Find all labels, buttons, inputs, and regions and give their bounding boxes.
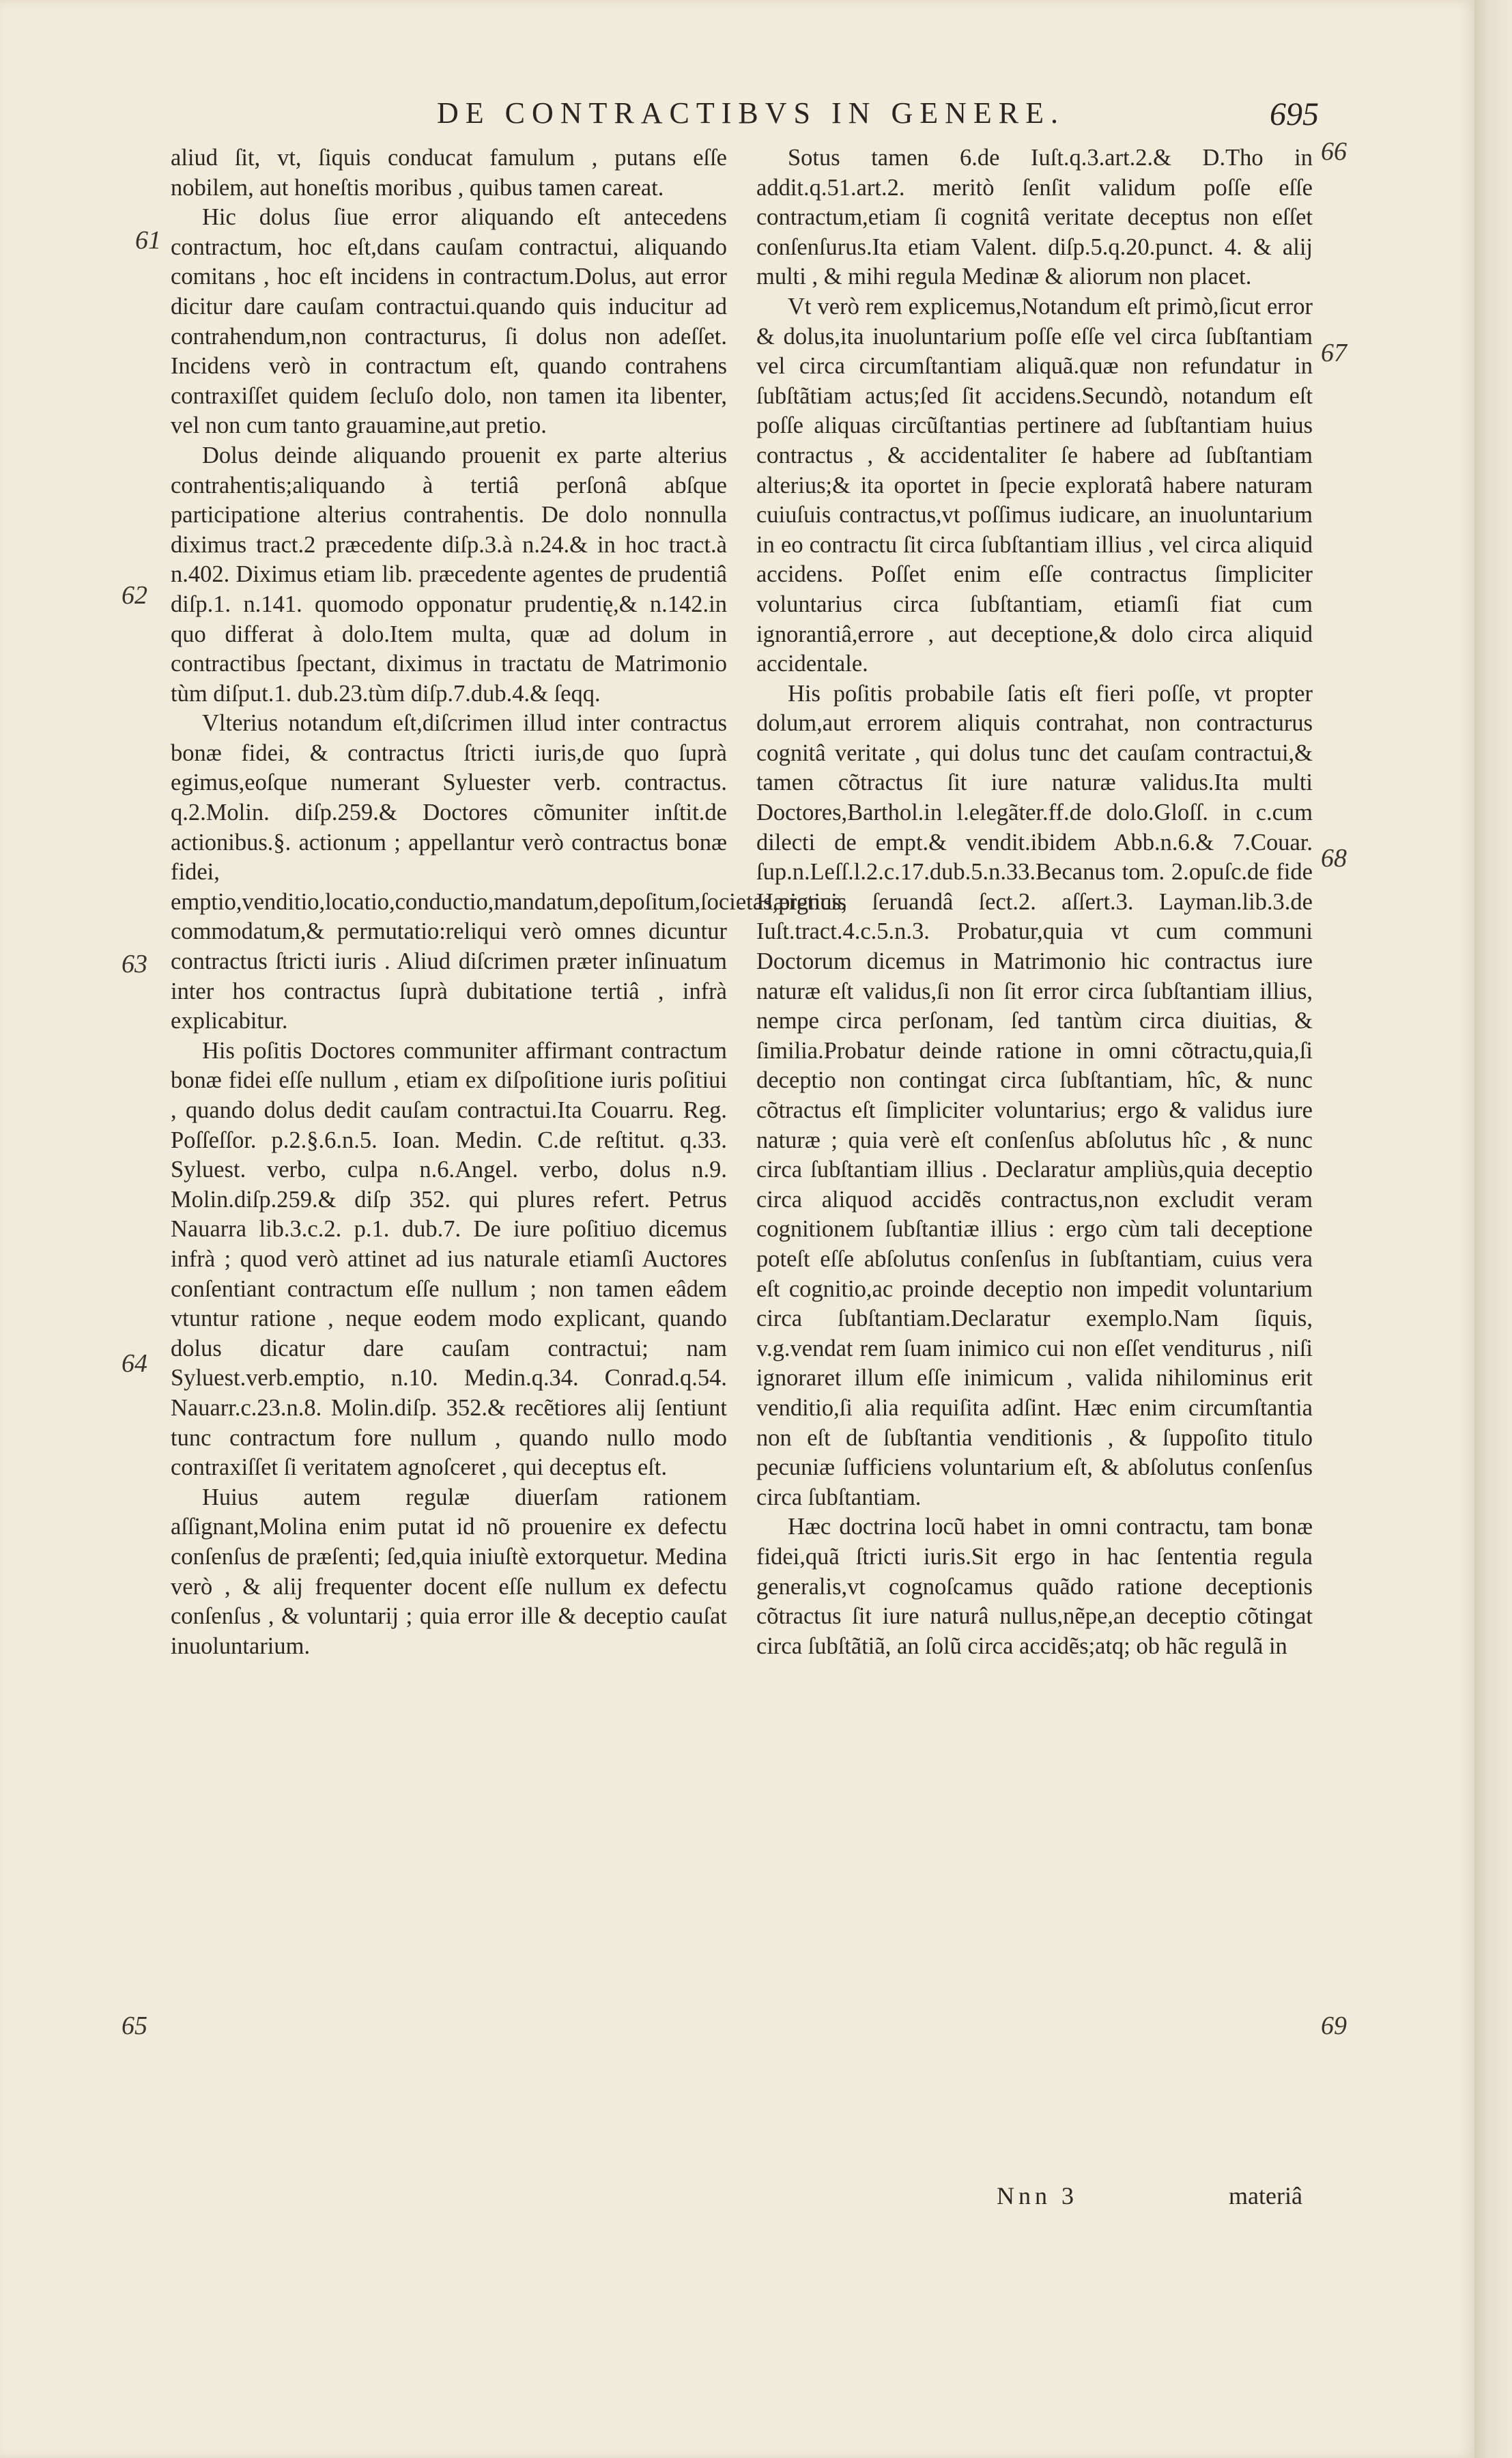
paragraph: aliud ſit, vt, ſiquis conducat famulum , putans eſſe nobilem, aut honeſtis moribus , quibus tamen careat.	[171, 145, 727, 201]
page-number: 695	[1270, 96, 1319, 132]
marginal-number-65: 65	[122, 2011, 147, 2040]
paragraph: His poſitis Doctores communiter affirmant contractum bonæ fidei eſſe nullum , etiam ex diſpoſitione iuris poſitiui , quando dolus dedit cauſam contractui.Ita Couarru. Reg. Poſſeſſor. p.2.§.6.n.5. Ioan. Medin. C.de reſtitut. q.33. Syluest. verbo, culpa n.6.Angel. verbo, dolus n.9. Molin.diſp.259.& diſp 352. qui plures refert. Petrus Nauarra lib.3.c.2. p.1. dub.7. De iure poſitiuo dicemus infrà ; quod verò attinet ad ius naturale etiamſi Auctores conſentiant contractum eſſe nullum ; non tamen eâdem vtuntur ratione , neque eodem modo explicant, quando dolus dicatur dare cauſam contractui; nam Syluest.verb.emptio, n.10. Medin.q.34. Conrad.q.54. Nauarr.c.23.n.8. Molin.diſp. 352.& recẽtiores alij ſentiunt tunc contractum fore nullum , quando nullo modo contraxiſſet ſi veritatem agnoſceret , qui deceptus eſt.	[171, 1037, 727, 1481]
paragraph: Dolus deinde aliquando prouenit ex parte alterius contrahentis;aliquando à tertiâ perſonâ abſque participatione alterius contrahentis. De dolo nonnulla diximus tract.2 præcedente diſp.3.à n.24.& in hoc tract.à n.402. Diximus etiam lib. præcedente agentes de prudentiâ diſp.1. n.141. quomodo opponatur prudentię,& n.142.in quo differat à dolo.Item multa, quæ ad dolum in contractibus ſpectant, diximus in tractatu de Matrimonio tùm diſput.1. dub.23.tùm diſp.7.dub.4.& ſeqq.	[171, 442, 727, 707]
paragraph: Hæc doctrina locũ habet in omni contractu, tam bonæ fidei,quã ſtricti iuris.Sit ergo in hac ſententia regula generalis,vt cognoſcamus quãdo ratione deceptionis cõtractus ſit iure naturâ nullus,nẽpe,an deceptio cõtingat circa ſubſtãtiã, an ſolũ circa accidẽs;atq; ob hãc regulã in	[756, 1514, 1313, 1659]
marginal-number-67: 67	[1321, 339, 1347, 367]
paragraph: His poſitis probabile ſatis eſt fieri poſſe, vt propter dolum,aut errorem aliquis contrahat, non contracturus cognitâ veritate , qui dolus tunc det cauſam contractui,& tamen cõtractus ſit iure naturæ validus.Ita multi Doctores,Barthol.in l.elegãter.ff.de dolo.Gloſſ. in c.cum dilecti de empt.& vendit.ibidem Abb.n.6.& 7.Couar. ſup.n.Leſſ.l.2.c.17.dub.5.n.33.Becanus tom. 2.opuſc.de fide Hæreticis ſeruandâ ſect.2. aſſert.3. Layman.lib.3.de Iuſt.tract.4.c.5.n.3. Probatur,quia vt cum communi Doctorum dicemus in Matrimonio hic contractus iure naturæ eſt validus,ſi non ſit error circa ſubſtantiam illius, nempe circa perſonam, ſed tantùm circa diuitias, & ſimilia.Probatur deinde ratione in omni cõtractu,quia,ſi deceptio non contingat circa ſubſtantiam, hîc, & nunc cõtractus eſt ſimpliciter voluntarius; ergo & validus iure naturæ ; quia verè eſt conſenſus abſolutus hîc , & nunc circa ſubſtantiam illius . Declaratur ampliùs,quia deceptio circa aliquod accidẽs contractus,non excludit veram cognitionem ſubſtantiæ illius : ergo cùm tali deceptione poteſt eſſe abſolutus conſenſus in ſubſtantiam, cuius vera eſt cognitio,ac proinde deceptio non impedit voluntarium circa ſubſtantiam.Declaratur exemplo.Nam ſiquis, v.g.vendat rem ſuam inimico cui non eſſet venditurus , niſi ignoraret illum eſſe inimicum , valida nihilominus erit venditio,ſi alia requiſita adſint. Hæc enim circumſtantia non eſt de ſubſtantia venditionis , & ſuppoſito titulo pecuniæ ſufficiens voluntarium eſt, & abſolutus conſenſus circa ſubſtantiam.	[756, 680, 1313, 1510]
marginal-number-62: 62	[122, 581, 147, 610]
signature-mark: Nnn 3	[997, 2182, 1078, 2209]
marginal-number-68: 68	[1321, 844, 1347, 873]
paragraph: Huius autem regulæ diuerſam rationem aſſignant,Molina enim putat id nõ prouenire ex defectu conſenſus de præſenti; ſed,quia iniuſtè extorquetur. Medina verò , & alij frequenter docent eſſe nullum ex defectu conſenſus , & voluntarij ; quia error ille & deceptio cauſat inuoluntarium.	[171, 1484, 727, 1659]
running-head: DE CONTRACTIBVS IN GENERE.	[437, 96, 1065, 130]
right-text-column	[756, 143, 1313, 1661]
marginal-number-66: 66	[1321, 137, 1347, 166]
marginal-number-69: 69	[1321, 2011, 1347, 2040]
paragraph: Vlterius notandum eſt,diſcrimen illud inter contractus bonæ fidei, & contractus ſtricti iuris,de quo ſuprà egimus,eoſque numerant Syluester verb. contractus. q.2.Molin. diſp.259.& Doctores cõmuniter inſtit.de actionibus.§. actionum ; appellantur verò contractus bonæ fidei, emptio,venditio,locatio,conductio,mandatum,depoſitum,ſocietas,pignus, commodatum,& permutatio:reliqui verò omnes dicuntur contractus ſtricti iuris . Aliud diſcrimen præter inſinuatum inter hos contractus ſuprà dubitatione tertiâ , infrà explicabitur.	[171, 710, 847, 1034]
page-edge	[1474, 0, 1512, 2458]
marginal-number-61: 61	[135, 226, 161, 255]
marginal-number-63: 63	[122, 950, 147, 978]
catchword: materiâ	[1229, 2182, 1302, 2209]
marginal-number-64: 64	[122, 1349, 147, 1378]
paragraph: Sotus tamen 6.de Iuſt.q.3.art.2.& D.Tho in addit.q.51.art.2. meritò ſenſit validum poſſe eſſe contractum,etiam ſi cognitâ veritate deceptus non eſſet conſenſurus.Ita etiam Valent. diſp.5.q.20.punct. 4. & alij multi , & mihi regula Medinæ & aliorum non placet.	[756, 145, 1313, 290]
paragraph: Hic dolus ſiue error aliquando eſt antecedens contractum, hoc eſt,dans cauſam contractui, aliquando comitans , hoc eſt incidens in contractum.Dolus, aut error dicitur dare cauſam contractui.quando quis inducitur ad contrahendum,non contracturus, ſi dolus non adeſſet. Incidens verò in contractum eſt, quando contrahens contraxiſſet quidem ſecluſo dolo, non tamen ita libenter, vel non cum tanto grauamine,aut pretio.	[171, 204, 727, 439]
left-text-column	[171, 143, 847, 1661]
paragraph: Vt verò rem explicemus,Notandum eſt primò,ſicut error & dolus,ita inuoluntarium poſſe eſſe vel circa ſubſtantiam vel circa circumſtantiam aliquã.quæ non refundatur in ſubſtãtiam actus;ſed ſit accidens.Secundò, notandum eſt poſſe aliquas circũſtantias pertinere ad ſubſtantiam huius contractus , & accidentaliter ſe habere ad ſubſtantiam alterius;& ita oportet in ſpecie exploratâ habere naturam cuiuſuis contractus,vt poſſimus iudicare, an inuoluntarium in eo contractu ſit circa ſubſtantiam illius , vel circa aliquid accidens. Poſſet enim eſſe contractus ſimpliciter voluntarius circa ſubſtantiam, etiamſi fiat cum ignorantiâ,errore , aut deceptione,& dolo circa aliquid accidentale.	[756, 293, 1313, 677]
